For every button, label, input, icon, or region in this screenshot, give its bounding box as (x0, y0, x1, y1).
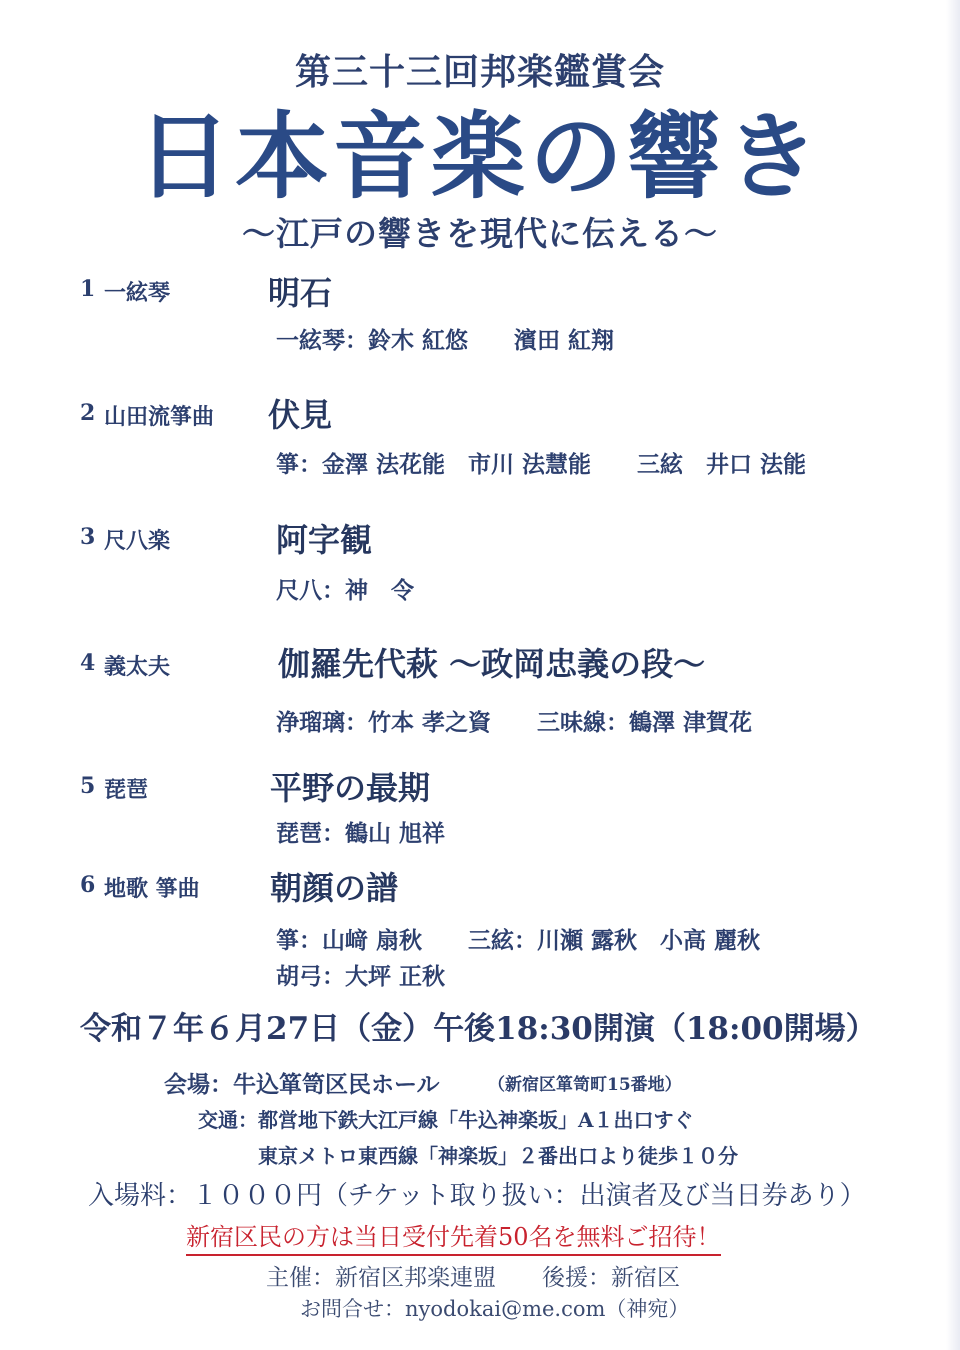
program-number: 1 (80, 276, 96, 302)
program-number: 5 (80, 773, 96, 799)
program-genre: 山田流箏曲 (104, 404, 215, 430)
program-piece: 伏見 (268, 396, 333, 434)
contact: お問合せ：nyodokai@me.com（神宛） (300, 1297, 690, 1321)
program-piece: 伽羅先代萩 ～政岡忠義の段～ (278, 645, 706, 683)
access-line-1: 交通：都営地下鉄大江戸線「牛込神楽坂」A１出口すぐ (198, 1108, 694, 1132)
program-performers: 箏：山﨑 扇秋 三絃：川瀬 露秋 小高 麗秋 (276, 927, 761, 954)
program-number: 6 (80, 872, 96, 898)
program-performers: 浄瑠璃：竹本 孝之資 三味線：鶴澤 津賀花 (276, 709, 753, 736)
program-number: 4 (80, 650, 96, 676)
program-piece: 阿字観 (276, 521, 373, 559)
program-piece: 平野の最期 (270, 769, 431, 807)
program-genre: 義太夫 (104, 654, 171, 680)
tagline: ～江戸の響きを現代に伝える～ (242, 214, 718, 253)
admission-fee: 入場料：１０００円（チケット取り扱い：出演者及び当日券あり） (88, 1181, 866, 1211)
program-number: 3 (80, 524, 96, 550)
access-line-2: 東京メトロ東西線「神楽坂」２番出口より徒歩１０分 (258, 1144, 738, 1168)
program-genre: 地歌 箏曲 (104, 876, 200, 902)
program-number: 2 (80, 400, 96, 426)
program-genre: 一絃琴 (104, 280, 171, 306)
program-genre: 琵琶 (104, 777, 149, 803)
program-performers: 一絃琴：鈴木 紅悠 濱田 紅翔 (276, 327, 615, 354)
promo-banner: 新宿区民の方は当日受付先着50名を無料ご招待！ (186, 1217, 721, 1256)
venue: 会場：牛込箪笥区民ホール (164, 1071, 440, 1098)
program-performers: 箏：金澤 法花能 市川 法慧能 三絃 井口 法能 (276, 451, 807, 478)
event-datetime: 令和７年６月27日（金）午後18:30開演（18:00開場） (80, 1011, 877, 1047)
program-performers: 尺八：神 令 (276, 577, 414, 604)
organizer: 主催：新宿区邦楽連盟 後援：新宿区 (266, 1265, 680, 1291)
program-genre: 尺八楽 (104, 528, 171, 554)
concert-series: 第三十三回邦楽鑑賞会 (294, 51, 665, 93)
program-performers: 胡弓：大坪 正秋 (276, 963, 446, 990)
page-title: 日本音楽の響き (136, 102, 823, 212)
program-performers: 琵琶：鶴山 旭祥 (276, 820, 446, 847)
program-piece: 朝顔の譜 (270, 869, 399, 907)
venue-address: （新宿区箪笥町15番地） (488, 1075, 682, 1095)
program-piece: 明石 (268, 274, 333, 312)
